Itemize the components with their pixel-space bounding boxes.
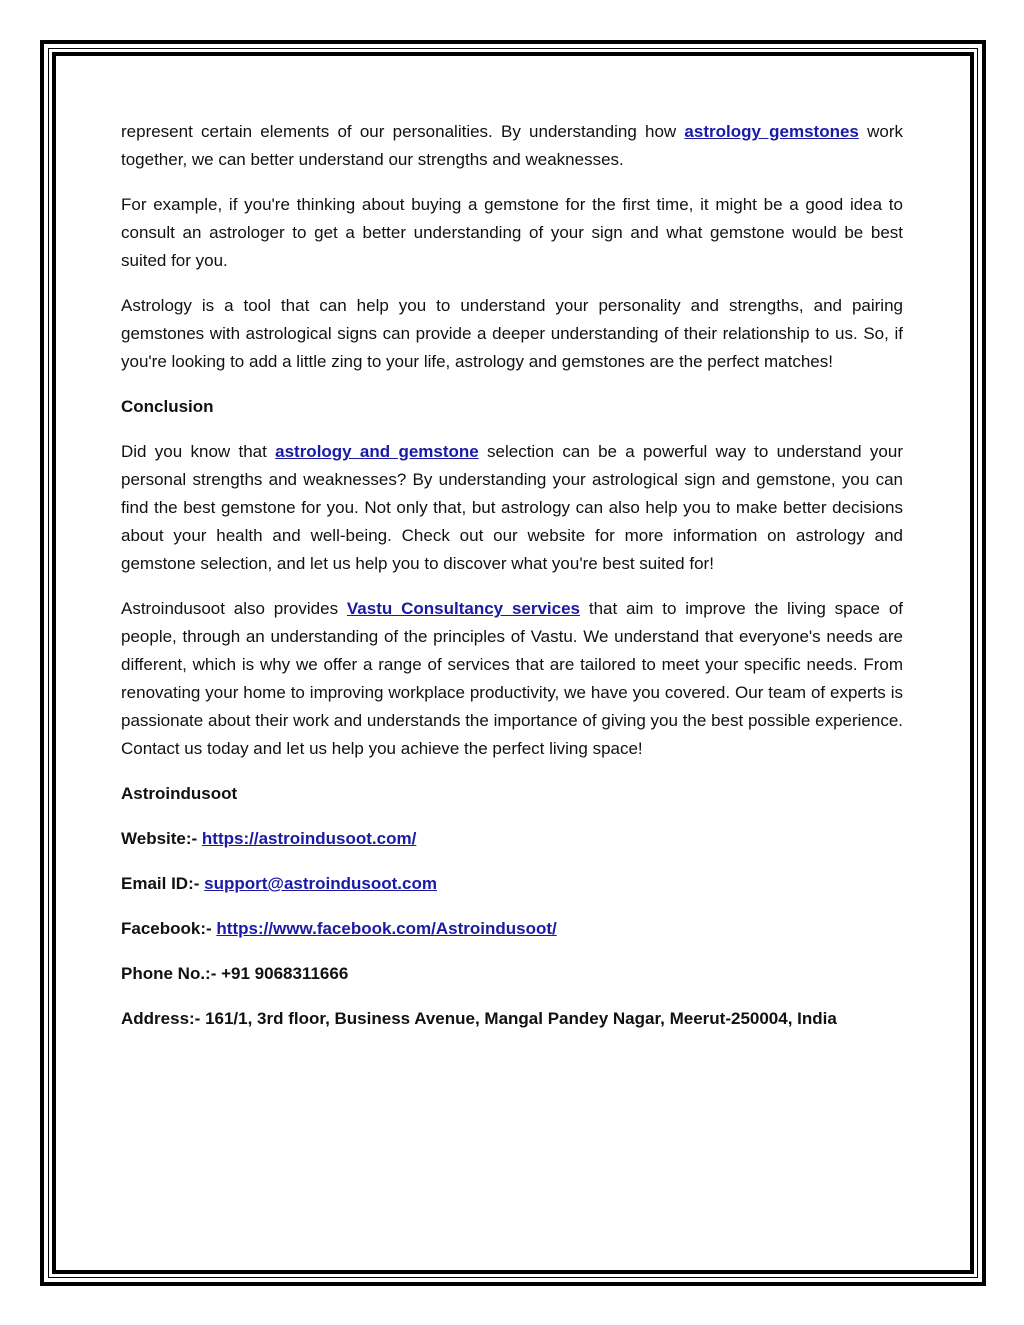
website-link[interactable]: https://astroindusoot.com/ xyxy=(201,829,417,848)
facebook-label: Facebook:- xyxy=(121,919,217,938)
conclusion-heading: Conclusion xyxy=(121,397,214,416)
paragraph-example: For example, if you're thinking about buying a gemstone for the first time, it might be a good idea to consult an astrologer to get a better understanding of your sign and what gemstone would be best suited for you. xyxy=(121,195,903,270)
astrology-and-gemstone-link[interactable]: astrology and gemstone xyxy=(275,442,479,461)
company-name: Astroindusoot xyxy=(121,784,238,803)
astrology-gemstones-link[interactable]: astrology gemstones xyxy=(684,122,859,141)
paragraph-gemstones-intro xyxy=(121,118,903,174)
website-line xyxy=(121,825,903,853)
paragraph-vastu xyxy=(121,595,903,763)
paragraph-text: Did you know that xyxy=(121,442,276,461)
email-link[interactable]: support@astroindusoot.com xyxy=(204,874,437,893)
email-line xyxy=(121,870,903,898)
facebook-link[interactable]: https://www.facebook.com/Astroindusoot/ xyxy=(216,919,557,938)
paragraph-astrology-tool: Astrology is a tool that can help you to understand your personality and strengths, and pairing gemstones with astrological signs can provide a deeper understanding of their relationship to us. So, if you're looking to add a little zing to your life, astrology and gemstones are the perfect matches! xyxy=(121,296,903,371)
paragraph-text: selection can be a powerful way to understand your personal strengths and weaknesses? By understanding your astrological sign and gemstone, you can find the best gemstone for you. Not only that, but astrology can also help you to make better decisions about your health and well-being. Check out our website for more information on astrology and gemstone selection, and let us help you to discover what you're best suited for! xyxy=(121,442,903,573)
document-body xyxy=(121,118,903,1050)
paragraph-text: work together, we can better understand our strengths and weaknesses. xyxy=(121,122,903,169)
paragraph-text: represent certain elements of our personalities. By understanding how xyxy=(121,122,685,141)
paragraph-text: Astroindusoot also provides xyxy=(121,599,347,618)
phone-line: Phone No.:- +91 9068311666 xyxy=(121,964,349,983)
address-line: Address:- 161/1, 3rd floor, Business Avenue, Mangal Pandey Nagar, Meerut-250004, India xyxy=(121,1009,837,1028)
paragraph-text: that aim to improve the living space of people, through an understanding of the principles of Vastu. We understand that everyone's needs are different, which is why we offer a range of services that are tailored to meet your specific needs. From renovating your home to improving workplace productivity, we have you covered. Our team of experts is passionate about their work and understands the importance of giving you the best possible experience. Contact us today and let us help you achieve the perfect living space! xyxy=(121,599,903,758)
website-label: Website:- xyxy=(121,829,202,848)
email-label: Email ID:- xyxy=(121,874,205,893)
vastu-consultancy-link[interactable]: Vastu Consultancy services xyxy=(346,599,581,618)
paragraph-conclusion xyxy=(121,438,903,578)
facebook-line xyxy=(121,915,903,943)
